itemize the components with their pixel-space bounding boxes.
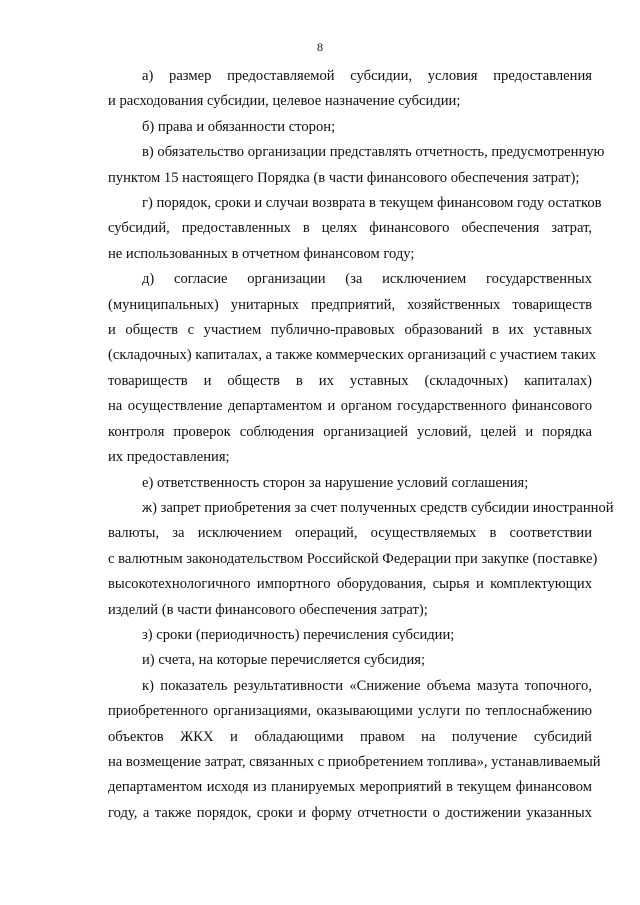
text-line: (муниципальных) унитарных предприятий, хозяйственных товариществ xyxy=(108,296,592,313)
text-line: приобретенного организациями, оказывающими услуги по теплоснабжению xyxy=(108,703,592,720)
paragraph-i xyxy=(74,648,592,673)
text-line: валюты, за исключением операций, осуществляемых в соответствии xyxy=(108,525,592,542)
text-line: в) обязательство организации представлять отчетность, предусмотренную xyxy=(142,144,605,161)
paragraph-d xyxy=(74,267,597,470)
text-line: е) ответственность сторон за нарушение условий соглашения; xyxy=(142,474,529,491)
paragraph-z xyxy=(74,623,592,648)
paragraph-g xyxy=(74,191,602,267)
text-line: году, а также порядок, сроки и форму отчетности о достижении указанных xyxy=(108,804,592,821)
text-line: на осуществление департаментом и органом государственного финансового xyxy=(108,398,592,415)
text-line: высокотехнологичного импортного оборудования, сырья и комплектующих xyxy=(108,576,592,593)
text-line: объектов ЖКХ и обладающими правом на получение субсидий xyxy=(108,728,592,745)
text-line: с валютным законодательством Российской Федерации при закупке (поставке) xyxy=(108,550,598,567)
text-line: на возмещение затрат, связанных с приобретением топлива», устанавливаемый xyxy=(108,753,601,770)
text-line: субсидий, предоставленных в целях финансового обеспечения затрат, xyxy=(108,220,592,237)
text-line: департаментом исходя из планируемых мероприятий в текущем финансовом xyxy=(108,779,592,796)
document-body xyxy=(74,64,614,826)
text-line: и расходования субсидии, целевое назначение субсидии; xyxy=(108,93,461,110)
text-line: б) права и обязанности сторон; xyxy=(142,118,336,135)
paragraph-v xyxy=(74,140,605,191)
paragraph-e xyxy=(74,471,592,496)
paragraph-k xyxy=(74,674,601,826)
text-line: и обществ с участием публично-правовых образований в их уставных xyxy=(108,322,592,339)
text-line: а) размер предоставляемой субсидии, условия предоставления xyxy=(142,68,592,84)
text-line: г) порядок, сроки и случаи возврата в текущем финансовом году остатков xyxy=(142,195,602,212)
text-line: контроля проверок соблюдения организацией условий, целей и порядка xyxy=(108,423,592,440)
text-line: и) счета, на которые перечисляется субсидия; xyxy=(142,652,426,669)
paragraph-b xyxy=(74,115,592,140)
text-line: д) согласие организации (за исключением государственных xyxy=(142,271,592,288)
text-line: не использованных в отчетном финансовом году; xyxy=(108,245,415,262)
text-line: пунктом 15 настоящего Порядка (в части финансового обеспечения затрат); xyxy=(108,169,580,186)
text-line: их предоставления; xyxy=(108,449,230,466)
text-line: ж) запрет приобретения за счет полученных средств субсидии иностранной xyxy=(142,499,614,516)
text-line: (складочных) капиталах, а также коммерческих организаций с участием таких xyxy=(108,347,597,364)
paragraph-zh xyxy=(74,496,614,623)
paragraph-a xyxy=(74,64,592,115)
text-line: изделий (в части финансового обеспечения затрат); xyxy=(108,601,428,618)
page-number: 8 xyxy=(317,40,323,54)
text-line: з) сроки (периодичность) перечисления субсидии; xyxy=(142,626,455,643)
text-line: к) показатель результативности «Снижение объема мазута топочного, xyxy=(142,677,592,694)
text-line: товариществ и обществ в их уставных (складочных) капиталах) xyxy=(108,372,592,389)
